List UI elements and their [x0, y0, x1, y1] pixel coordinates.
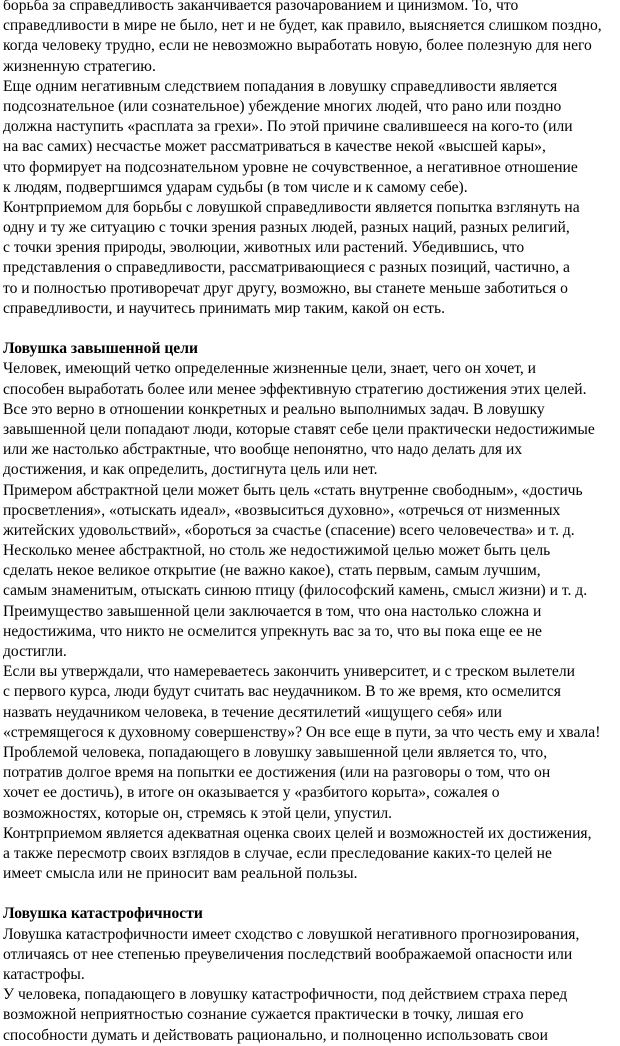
paragraph-line: потратив долгое время на попытки ее достижения (или на разговоры о том, что он: [3, 764, 551, 782]
paragraph: [3, 662, 620, 743]
paragraph-line: то и полностью противоречат друг другу, возможно, вы станете меньше заботиться о: [3, 279, 568, 297]
paragraph-line: Преимущество завышенной цели заключается в том, что она настолько сложна и: [3, 602, 542, 620]
paragraph-line: Примером абстрактной цели может быть цель «стать внутренне свободным», «достичь: [3, 481, 583, 499]
paragraph-line: Если вы утверждали, что намереваетесь закончить университет, и с треском вылетели: [3, 663, 575, 681]
paragraph-line: на вас самих) несчастье может рассматриваться в качестве некой «высшей кары»,: [3, 138, 546, 156]
paragraph-line: просветления», «отыскать идеал», «возвыситься духовно», «отречься от низменных: [3, 501, 561, 519]
paragraph: [3, 198, 620, 319]
paragraph-line: У человека, попадающего в ловушку катастрофичности, под действием страха перед: [3, 986, 568, 1004]
paragraph-line: достижения, и как определить, достигнута цель или нет.: [3, 461, 378, 479]
section-heading: Ловушка завышенной цели: [3, 340, 198, 358]
paragraph-line: справедливости в мире не было, нет и не будет, как правило, выясняется слишком поздно,: [3, 17, 602, 35]
paragraph-line: подсознательное (или сознательное) убеждение многих людей, что рано или поздно: [3, 97, 562, 115]
paragraph: [3, 359, 620, 480]
paragraph-line: возможной неприятностью сознание сужается практически в точку, лишая его: [3, 1006, 524, 1024]
paragraph: [3, 602, 620, 663]
paragraph: [3, 925, 620, 986]
paragraph: [3, 481, 620, 602]
paragraph-line: самым знаменитым, отыскать синюю птицу (философский камень, смысл жизни) и т. д.: [3, 582, 588, 600]
paragraph-line: Человек, имеющий четко определенные жизненные цели, знает, чего он хочет, и: [3, 360, 536, 378]
paragraph-line: или же настолько абстрактные, что вообще непонятно, что надо делать для их: [3, 441, 523, 459]
paragraph-line: завышенной цели попадают люди, которые ставят себе цели практически недостижимые: [3, 420, 595, 438]
paragraph-line: Проблемой человека, попадающего в ловушку завышенной цели является то, что,: [3, 743, 548, 761]
paragraph-line: недостижима, что никто не осмелится упрекнуть вас за то, что вы пока еще ее не: [3, 622, 542, 640]
paragraph-line: способен выработать более или менее эффективную стратегию достижения этих целей.: [3, 380, 587, 398]
paragraph-line: когда человеку трудно, если не невозможно выработать новую, более полезную для него: [3, 37, 592, 55]
paragraph-line: хочет ее достичь), в итоге он оказывается у «разбитого корыта», сожалея о: [3, 784, 500, 802]
paragraph-line: справедливости, и научитесь принимать мир таким, какой он есть.: [3, 299, 445, 317]
paragraph: [3, 824, 620, 885]
paragraph-line: Несколько менее абстрактной, но столь же недостижимой целью может быть цель: [3, 542, 551, 560]
paragraph: [3, 743, 620, 824]
paragraph-line: «стремящегося к духовному совершенству»? Он все еще в пути, за что честь ему и хвала!: [3, 723, 601, 741]
paragraph-line: достигли.: [3, 643, 67, 660]
paragraph-line: Контрприемом для борьбы с ловушкой справедливости является попытка взглянуть на: [3, 198, 580, 216]
paragraph-line: способности думать и действовать рационально, и полноценно использовать свои: [3, 1026, 548, 1044]
paragraph: [3, 0, 620, 77]
blank-line: [3, 319, 620, 339]
paragraph-line: житейских удовольствий», «бороться за счастье (спасение) всего человечества» и т. д.: [3, 521, 575, 539]
section-heading: Ловушка катастрофичности: [3, 905, 203, 923]
paragraph-line: сделать некое великое открытие (не важно какое), стать первым, самым лучшим,: [3, 562, 541, 580]
paragraph: [3, 985, 620, 1046]
paragraph-line: что формирует на подсознательном уровне не сочувственное, а негативное отношение: [3, 158, 578, 176]
paragraph-line: одну и ту же ситуацию с точки зрения разных людей, разных наций, разных религий,: [3, 219, 570, 237]
paragraph-line: Еще одним негативным следствием попадания в ловушку справедливости является: [3, 77, 558, 95]
paragraph-line: отличаясь от нее степенью преувеличения последствий воображаемой опасности или: [3, 945, 573, 963]
paragraph-line: жизненную стратегию.: [3, 57, 156, 75]
blank-line: [3, 884, 620, 904]
paragraph: [3, 77, 620, 198]
paragraph-line: возможностях, которые он, стремясь к этой цели, упустил.: [3, 804, 393, 822]
paragraph-line: с точки зрения природы, эволюции, животных или растений. Убедившись, что: [3, 239, 525, 257]
paragraph-line: Все это верно в отношении конкретных и реально выполнимых задач. В ловушку: [3, 400, 545, 418]
paragraph-line: Контрприемом является адекватная оценка своих целей и возможностей их достижения,: [3, 824, 592, 842]
paragraph-line: борьба за справедливость заканчивается разочарованием и цинизмом. То, что: [3, 0, 519, 14]
paragraph-line: к людям, подвергшимся ударам судьбы (в том числе и к самому себе).: [3, 178, 468, 196]
paragraph-line: назвать неудачником человека, в течение десятилетий «ищущего себя» или: [3, 703, 503, 721]
paragraph-line: катастрофы.: [3, 966, 85, 983]
paragraph-line: представления о справедливости, рассматривающиеся с разных позиций, частично, а: [3, 259, 570, 277]
paragraph-line: должна наступить «расплата за грехи». По этой причине свалившееся на кого-то (или: [3, 118, 573, 136]
paragraph-line: Ловушка катастрофичности имеет сходство с ловушкой негативного прогнозирования,: [3, 925, 580, 943]
paragraph-line: с первого курса, люди будут считать вас неудачником. В то же время, кто осмелится: [3, 683, 561, 701]
paragraph-line: а также пересмотр своих взглядов в случае, если преследование каких-то целей не: [3, 844, 552, 862]
paragraph-line: имеет смысла или не приносит вам реальной пользы.: [3, 865, 358, 883]
